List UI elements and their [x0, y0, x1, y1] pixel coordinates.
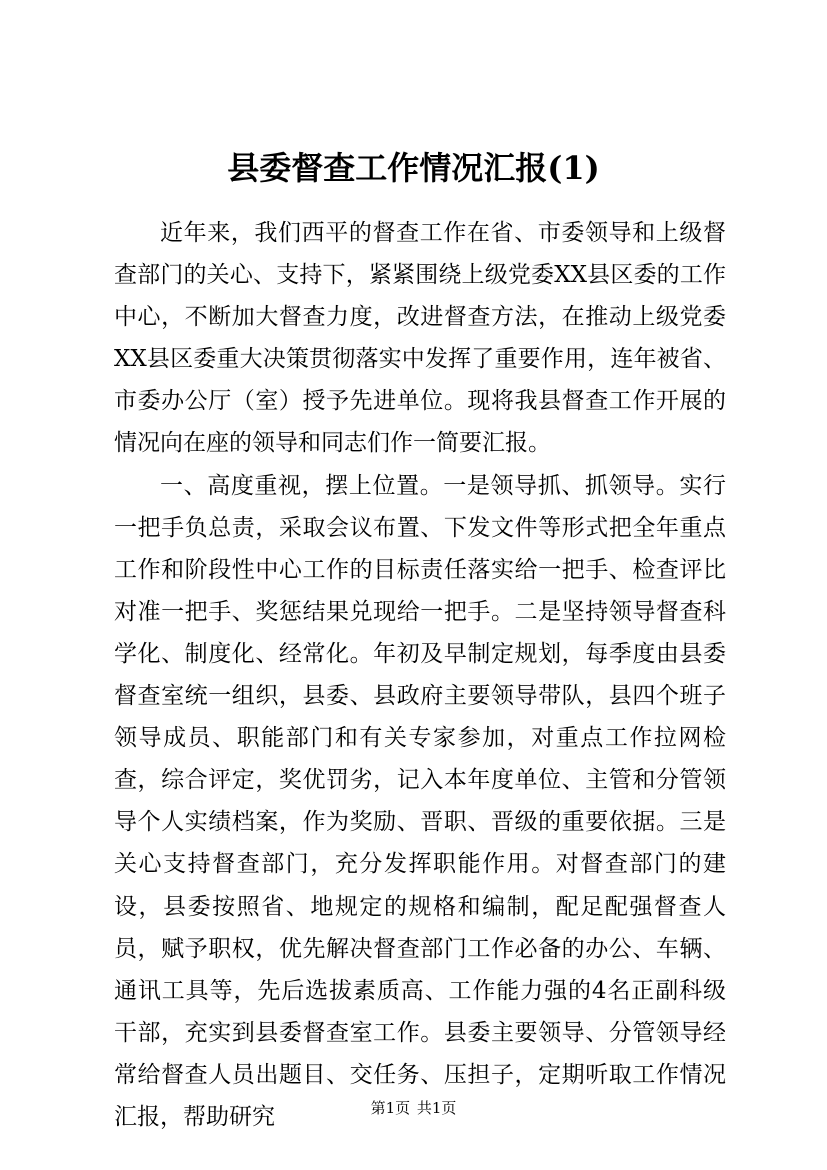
paragraph-section-one: 一、高度重视，摆上位置。一是领导抓、抓领导。实行一把手负总责，采取会议布置、下发文件等形式把全年重点工作和阶段性中心工作的目标责任落实给一把手、检查评比对准一把手、奖惩结果兑现给一把手。二是坚持领导督查科学化、制度化、经常化。年初及早制定规划，每季度由县委督查室统一组织，县委、县政府主要领导带队，县四个班子领导成员、职能部门和有关专家参加，对重点工作拉网检查，综合评定，奖优罚劣，记入本年度单位、主管和分管领导个人实绩档案，作为奖励、晋职、晋级的重要依据。三是关心支持督查部门，充分发挥职能作用。对督查部门的建设，县委按照省、地规定的规格和编制，配足配强督查人员，赋予职权，优先解决督查部门工作必备的办公、车辆、通讯工具等，先后选拔素质高、工作能力强的4名正副科级干部，充实到县委督查室工作。县委主要领导、分管领导经常给督查人员出题目、交任务、压担子，定期听取工作情况汇报，帮助研究: [114, 472, 726, 1130]
document-body: [114, 212, 726, 1138]
page-number: 第1页: [370, 1099, 411, 1117]
document-title: 县委督查工作情况汇报(1): [227, 149, 600, 187]
page-total: 共1页: [416, 1099, 457, 1117]
paragraph-intro: 近年来，我们西平的督查工作在省、市委领导和上级督查部门的关心、支持下，紧紧围绕上级党委XX县区委的工作中心，不断加大督查力度，改进督查方法，在推动上级党委XX县区委重大决策贯彻落实中发挥了重要作用，连年被省、市委办公厅（室）授予先进单位。现将我县督查工作开展的情况向在座的领导和同志们作一简要汇报。: [114, 220, 726, 457]
page-footer: [0, 1098, 827, 1118]
